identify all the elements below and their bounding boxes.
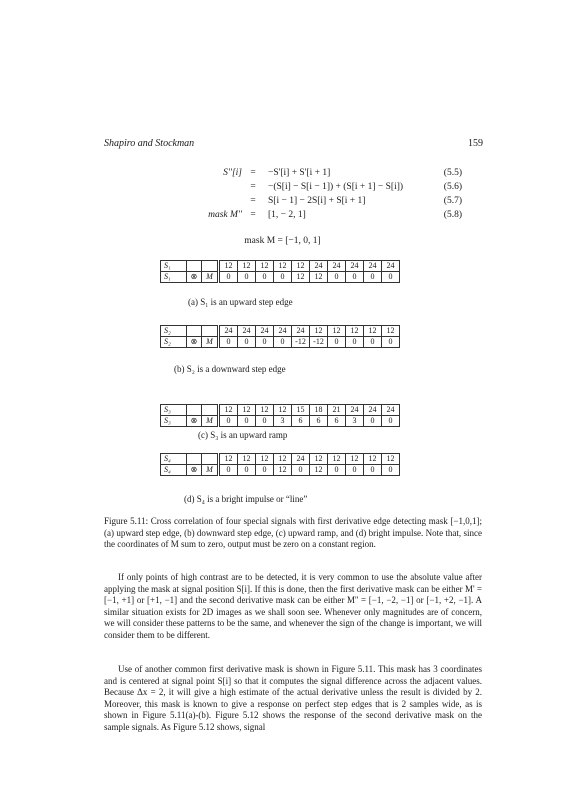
result-value-cell: 3 bbox=[274, 416, 292, 427]
result-value-cell: 0 bbox=[382, 465, 400, 476]
equation-row bbox=[100, 208, 460, 222]
signal-value-cell: 12 bbox=[364, 454, 382, 465]
result-value-cell: 0 bbox=[256, 272, 274, 283]
equation-rhs: [1, − 2, 1] bbox=[268, 210, 306, 220]
subfigure-caption: (b) S₂ is a downward step edge bbox=[174, 364, 286, 374]
signal-value-cell: 12 bbox=[256, 261, 274, 272]
result-value-cell: 3 bbox=[346, 416, 364, 427]
equation-number: (5.7) bbox=[443, 196, 462, 206]
equation-row bbox=[100, 180, 460, 194]
signal-value-cell: 12 bbox=[292, 261, 310, 272]
result-value-cell: 0 bbox=[292, 465, 310, 476]
signal-value-cell: 12 bbox=[219, 454, 238, 465]
equation-lhs: mask M'' bbox=[208, 210, 242, 220]
result-value-cell: 0 bbox=[238, 337, 256, 348]
signal-value-cell: 24 bbox=[364, 405, 382, 416]
table-row bbox=[161, 337, 400, 348]
signal-value-cell: 24 bbox=[256, 326, 274, 337]
table-row bbox=[161, 465, 400, 476]
signal-value-cell: 12 bbox=[256, 405, 274, 416]
result-value-cell: 0 bbox=[382, 272, 400, 283]
signal-value-cell: 12 bbox=[274, 454, 292, 465]
signal-value-cell: 24 bbox=[219, 326, 238, 337]
running-head-authors: Shapiro and Stockman bbox=[104, 138, 195, 149]
signal-value-cell: 21 bbox=[328, 405, 346, 416]
result-value-cell: 0 bbox=[238, 272, 256, 283]
equation-number: (5.5) bbox=[443, 168, 462, 178]
mask-label: M bbox=[202, 272, 219, 283]
page-number: 159 bbox=[468, 138, 483, 149]
table-row bbox=[161, 272, 400, 283]
signal-value-cell: 12 bbox=[274, 261, 292, 272]
signal-label: S₁ bbox=[161, 272, 187, 283]
correlation-operator: ⊗ bbox=[187, 272, 202, 283]
signal-value-cell: 12 bbox=[256, 454, 274, 465]
subfigure-caption: (a) S₁ is an upward step edge bbox=[188, 297, 293, 307]
result-value-cell: 0 bbox=[219, 337, 238, 348]
result-value-cell: 0 bbox=[256, 416, 274, 427]
body-paragraph: If only points of high contrast are to be detected, it is very common to use the absolute value after applying the mask at signal position S[i]. If this is done, then the first derivative mask can be either M' = [−1, +1] or [+1, −1] and the second derivative mask can be either M'' = [−1, −2, −1] or [−1, +2, −1]. A similar situation exists for 2D images as we shall soon see. Whenever only magnitudes are of concern, we will consider these patterns to be the same, and whenever the sign of the change is important, we will consider them to be different. bbox=[104, 572, 482, 640]
signal-label: S₃ bbox=[161, 416, 187, 427]
signal-label: S₁ bbox=[161, 261, 187, 272]
signal-value-cell: 24 bbox=[292, 326, 310, 337]
result-value-cell: 0 bbox=[219, 465, 238, 476]
result-value-cell: 0 bbox=[256, 465, 274, 476]
result-value-cell: 6 bbox=[310, 416, 328, 427]
result-value-cell: 12 bbox=[292, 272, 310, 283]
result-value-cell: 0 bbox=[382, 416, 400, 427]
empty-cell bbox=[202, 405, 219, 416]
signal-label: S₃ bbox=[161, 405, 187, 416]
result-value-cell: 0 bbox=[364, 272, 382, 283]
result-value-cell: 0 bbox=[238, 416, 256, 427]
result-value-cell: 0 bbox=[274, 337, 292, 348]
result-value-cell: 0 bbox=[219, 272, 238, 283]
equation-rhs: −S'[i] + S'[i + 1] bbox=[268, 168, 331, 178]
result-value-cell: 12 bbox=[310, 272, 328, 283]
signal-value-cell: 18 bbox=[310, 405, 328, 416]
signal-value-cell: 12 bbox=[328, 326, 346, 337]
signal-value-cell: 12 bbox=[328, 454, 346, 465]
signal-value-cell: 24 bbox=[382, 405, 400, 416]
signal-value-cell: 24 bbox=[328, 261, 346, 272]
empty-cell bbox=[202, 454, 219, 465]
table-row bbox=[161, 416, 400, 427]
signal-value-cell: 12 bbox=[238, 454, 256, 465]
equation-row bbox=[100, 194, 460, 208]
signal-value-cell: 24 bbox=[292, 454, 310, 465]
signal-label: S₄ bbox=[161, 465, 187, 476]
result-value-cell: 12 bbox=[274, 465, 292, 476]
table-row bbox=[161, 261, 400, 272]
correlation-operator: ⊗ bbox=[187, 416, 202, 427]
table-row bbox=[161, 405, 400, 416]
equation-row bbox=[100, 166, 460, 180]
signal-table bbox=[160, 260, 400, 283]
signal-value-cell: 12 bbox=[310, 454, 328, 465]
mask-label: M bbox=[202, 337, 219, 348]
subfigure-caption: (c) S₃ is an upward ramp bbox=[198, 430, 288, 440]
result-value-cell: 0 bbox=[328, 337, 346, 348]
empty-cell bbox=[187, 405, 202, 416]
equals-sign: = bbox=[250, 196, 256, 206]
signal-value-cell: 12 bbox=[219, 261, 238, 272]
mask-definition: mask M = [−1, 0, 1] bbox=[244, 236, 321, 246]
result-value-cell: 0 bbox=[364, 465, 382, 476]
result-value-cell: 0 bbox=[346, 272, 364, 283]
signal-label: S₂ bbox=[161, 326, 187, 337]
equation-rhs: −(S[i] − S[i − 1]) + (S[i + 1] − S[i]) bbox=[268, 182, 404, 192]
result-value-cell: 6 bbox=[292, 416, 310, 427]
empty-cell bbox=[187, 454, 202, 465]
result-value-cell: 0 bbox=[274, 272, 292, 283]
table-row bbox=[161, 454, 400, 465]
signal-label: S₂ bbox=[161, 337, 187, 348]
equals-sign: = bbox=[250, 168, 256, 178]
result-value-cell: 0 bbox=[382, 337, 400, 348]
empty-cell bbox=[187, 326, 202, 337]
signal-table bbox=[160, 453, 400, 476]
mask-label: M bbox=[202, 465, 219, 476]
signal-value-cell: 12 bbox=[310, 326, 328, 337]
result-value-cell: 0 bbox=[219, 416, 238, 427]
signal-value-cell: 24 bbox=[382, 261, 400, 272]
subfigure-caption: (d) S₄ is a bright impulse or “line” bbox=[184, 494, 308, 504]
signal-value-cell: 24 bbox=[346, 261, 364, 272]
equals-sign: = bbox=[250, 182, 256, 192]
body-paragraph: Use of another common first derivative mask is shown in Figure 5.11. This mask has 3 coordinates and is centered at signal point S[i] so that it computes the signal difference across the adjacent values. Because Δx = 2, it will give a high estimate of the actual derivative unless the result is divided by 2. Moreover, this mask is known to give a response on perfect step edges that is 2 samples wide, as is shown in Figure 5.11(a)-(b). Figure 5.12 shows the response of the second derivative mask on the sample signals. As Figure 5.12 shows, signal bbox=[104, 664, 482, 732]
signal-value-cell: 12 bbox=[382, 454, 400, 465]
signal-value-cell: 12 bbox=[274, 405, 292, 416]
correlation-operator: ⊗ bbox=[187, 465, 202, 476]
equation-rhs: S[i − 1] − 2S[i] + S[i + 1] bbox=[268, 196, 366, 206]
correlation-operator: ⊗ bbox=[187, 337, 202, 348]
empty-cell bbox=[187, 261, 202, 272]
empty-cell bbox=[202, 261, 219, 272]
signal-value-cell: 24 bbox=[346, 405, 364, 416]
signal-value-cell: 12 bbox=[219, 405, 238, 416]
signal-label: S₄ bbox=[161, 454, 187, 465]
equals-sign: = bbox=[250, 210, 256, 220]
result-value-cell: 0 bbox=[364, 337, 382, 348]
result-value-cell: -12 bbox=[310, 337, 328, 348]
empty-cell bbox=[202, 326, 219, 337]
figure-caption: Figure 5.11: Cross correlation of four special signals with first derivative edge detecting mask [−1,0,1]; (a) upward step edge, (b) downward step edge, (c) upward ramp, and (d) bright impulse. Note that, since the coordinates of M sum to zero, output must be zero on a constant region. bbox=[104, 516, 482, 549]
signal-value-cell: 12 bbox=[238, 261, 256, 272]
result-value-cell: 0 bbox=[328, 272, 346, 283]
result-value-cell: 0 bbox=[346, 337, 364, 348]
equation-number: (5.8) bbox=[443, 210, 462, 220]
signal-value-cell: 12 bbox=[346, 454, 364, 465]
signal-value-cell: 24 bbox=[274, 326, 292, 337]
signal-value-cell: 24 bbox=[310, 261, 328, 272]
signal-value-cell: 24 bbox=[364, 261, 382, 272]
signal-value-cell: 24 bbox=[238, 326, 256, 337]
result-value-cell: 0 bbox=[238, 465, 256, 476]
signal-value-cell: 12 bbox=[238, 405, 256, 416]
result-value-cell: -12 bbox=[292, 337, 310, 348]
result-value-cell: 0 bbox=[328, 465, 346, 476]
result-value-cell: 0 bbox=[346, 465, 364, 476]
result-value-cell: 6 bbox=[328, 416, 346, 427]
signal-value-cell: 15 bbox=[292, 405, 310, 416]
equation-lhs: S''[i] bbox=[223, 168, 242, 178]
table-row bbox=[161, 326, 400, 337]
mask-label: M bbox=[202, 416, 219, 427]
signal-value-cell: 12 bbox=[346, 326, 364, 337]
result-value-cell: 0 bbox=[364, 416, 382, 427]
signal-table bbox=[160, 325, 400, 348]
result-value-cell: 0 bbox=[256, 337, 274, 348]
result-value-cell: 12 bbox=[310, 465, 328, 476]
equation-number: (5.6) bbox=[443, 182, 462, 192]
signal-value-cell: 12 bbox=[382, 326, 400, 337]
signal-value-cell: 12 bbox=[364, 326, 382, 337]
signal-table bbox=[160, 404, 400, 427]
